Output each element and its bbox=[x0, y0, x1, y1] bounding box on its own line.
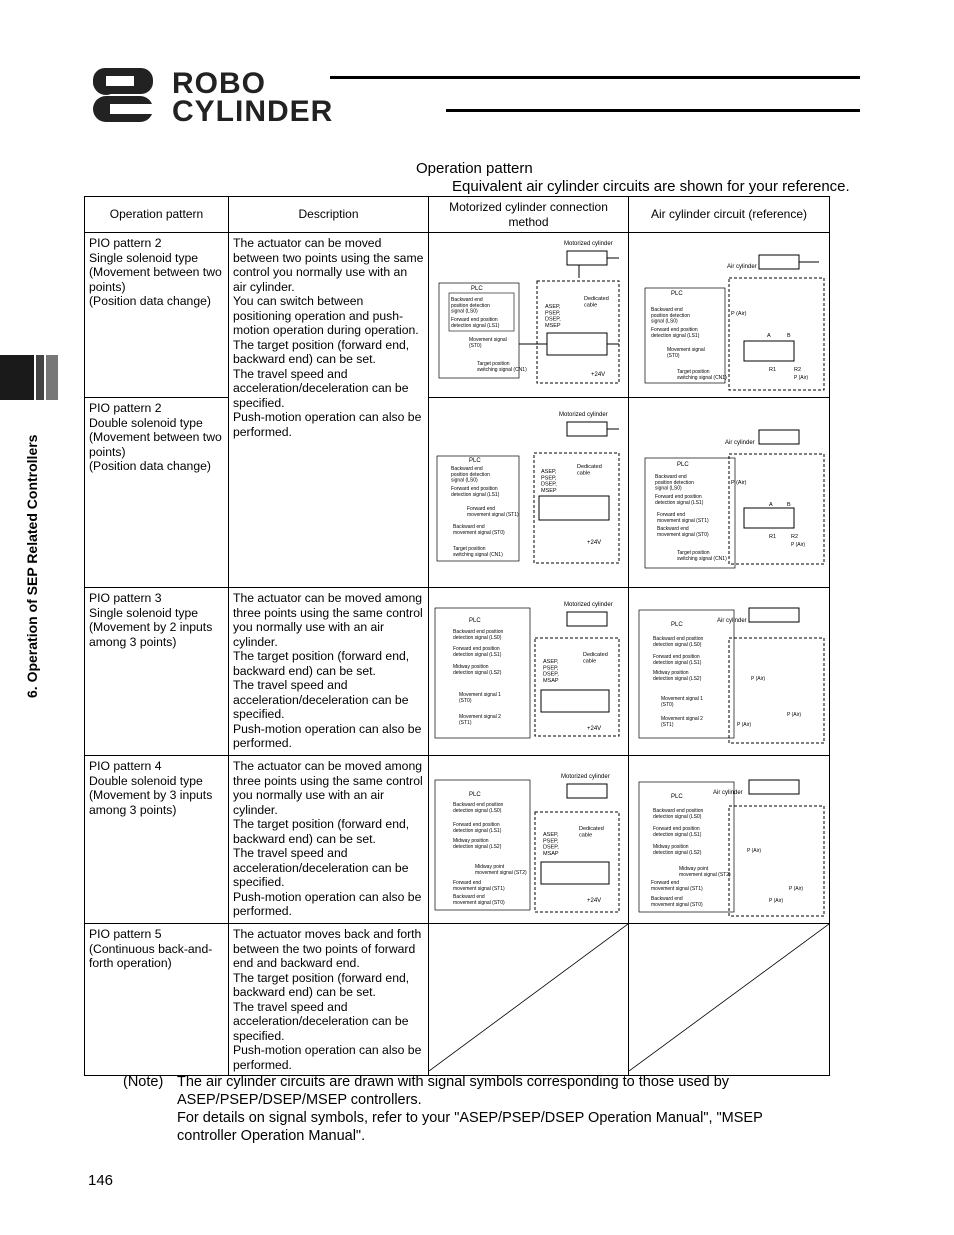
air-circuit-diagram bbox=[629, 588, 829, 755]
svg-text:PLC: PLC bbox=[469, 618, 481, 624]
svg-text:Backward endmovement signal (S: Backward end movement signal (ST0) bbox=[651, 896, 703, 908]
note-line-4: controller Operation Manual". bbox=[177, 1128, 366, 1144]
logo-cylinder: CYLINDER bbox=[172, 95, 334, 124]
svg-text:P (Air): P (Air) bbox=[787, 712, 802, 718]
p-air-label: P (Air) bbox=[731, 311, 747, 317]
svg-text:Forward end positiondetection: Forward end position detection signal (LS1) bbox=[653, 654, 702, 666]
description-cell: The actuator can be moved among three points using the same control you normally use with an air cylinder. The target position (forward end, backward end) can be set. The travel speed and acceleration/deceleration can be specified. Push-motion operation can also be performed. bbox=[229, 588, 429, 756]
logo-robo: ROBO bbox=[172, 68, 266, 100]
side-tab-marker bbox=[0, 355, 58, 400]
header-rule-top bbox=[330, 76, 860, 79]
svg-text:Backward end positiondetection: Backward end position detection signal (LS0) bbox=[653, 636, 704, 648]
description-cell: The actuator can be moved among three points using the same control you normally use with an air cylinder. The target position (forward end, backward end) can be set. The travel speed and acceleration/deceleration can be specified. Push-motion operation can also be performed. bbox=[229, 756, 429, 924]
svg-text:+24V: +24V bbox=[587, 540, 602, 546]
svg-text:Backward endposition detection: Backward end position detection signal (LS0) bbox=[655, 474, 694, 492]
table-row bbox=[85, 924, 830, 1076]
pattern-cell: PIO pattern 5 (Continuous back-and-forth operation) bbox=[85, 924, 229, 1076]
svg-text:PLC: PLC bbox=[469, 792, 481, 798]
svg-text:ASEP,PSEP,DSEP,MSAP: ASEP, PSEP, DSEP, MSAP bbox=[543, 832, 559, 857]
svg-text:P (Air): P (Air) bbox=[731, 480, 747, 486]
side-tab-label bbox=[22, 410, 42, 700]
note-label: (Note) bbox=[123, 1074, 164, 1090]
svg-text:Movement signal 1(ST0): Movement signal 1 (ST0) bbox=[661, 696, 703, 708]
svg-text:Forward endmovement signal (ST: Forward end movement signal (ST1) bbox=[657, 512, 709, 524]
table-row bbox=[85, 398, 830, 588]
svg-text:P (Air): P (Air) bbox=[794, 375, 809, 381]
pattern-cell: PIO pattern 2 Double solenoid type (Movement between two points) (Position data change) bbox=[85, 398, 229, 588]
connection-diagram bbox=[429, 398, 628, 587]
air-circuit-diagram bbox=[629, 398, 829, 587]
svg-text:Backward endposition detection: Backward end position detection signal (LS0) bbox=[451, 466, 490, 484]
table-row bbox=[85, 588, 830, 756]
svg-text:Forward endmovement signal (ST: Forward end movement signal (ST1) bbox=[467, 506, 519, 518]
empty-cell-diagonal bbox=[429, 924, 629, 1076]
connection-diagram-cell bbox=[429, 233, 629, 398]
svg-text:Midway positiondetection signa: Midway position detection signal (LS2) bbox=[653, 670, 702, 682]
svg-text:Air cylinder: Air cylinder bbox=[725, 440, 755, 446]
svg-text:Backward end positiondetection: Backward end position detection signal (LS0) bbox=[453, 802, 504, 814]
svg-text:Target positionswitching signa: Target position switching signal (CN1) bbox=[453, 546, 503, 558]
description-cell: The actuator moves back and forth between the two points of forward end and backward end. The target position (forward end, backward end) can be set. The travel speed and acceleration/deceleration can be specified. Push-motion operation can also be performed. bbox=[229, 924, 429, 1076]
connection-diagram bbox=[429, 233, 628, 397]
svg-text:A: A bbox=[767, 333, 771, 339]
svg-text:+24V: +24V bbox=[587, 726, 602, 732]
signal-st0: Movement signal (ST0) bbox=[469, 337, 507, 349]
signal-cn1: Target position switching signal (CN1) bbox=[477, 361, 527, 373]
signal-ls1: Forward end position detection signal (LS1) bbox=[451, 317, 500, 329]
col-header-description: Description bbox=[229, 197, 429, 233]
air-circuit-diagram-cell bbox=[629, 233, 830, 398]
svg-text:Movement signal 2(ST1): Movement signal 2 (ST1) bbox=[459, 714, 501, 726]
svg-text:P (Air): P (Air) bbox=[791, 542, 806, 548]
signal-ls1: Forward end position detection signal (LS1) bbox=[651, 327, 700, 339]
svg-text:B: B bbox=[787, 502, 791, 508]
svg-text:P (Air): P (Air) bbox=[737, 722, 752, 728]
operation-pattern-table bbox=[84, 196, 830, 1076]
svg-text:Air cylinder: Air cylinder bbox=[713, 790, 743, 796]
air-circuit-diagram bbox=[629, 233, 829, 397]
svg-text:Midway positiondetection signa: Midway position detection signal (LS2) bbox=[453, 664, 502, 676]
connection-diagram bbox=[429, 756, 628, 923]
col-header-air-circuit: Air cylinder circuit (reference) bbox=[629, 197, 830, 233]
svg-text:PLC: PLC bbox=[671, 622, 683, 628]
svg-text:ASEP,PSEP,DSEP,MSEP: ASEP, PSEP, DSEP, MSEP bbox=[541, 469, 557, 494]
cable-label: Dedicated cable bbox=[584, 296, 609, 309]
svg-text:Motorized cylinder: Motorized cylinder bbox=[559, 412, 608, 418]
svg-text:Forward end positiondetection: Forward end position detection signal (LS1) bbox=[653, 826, 702, 838]
svg-text:PLC: PLC bbox=[671, 794, 683, 800]
svg-text:Target positionswitching signa: Target position switching signal (CN1) bbox=[677, 550, 727, 562]
header-rule-bottom bbox=[446, 109, 860, 112]
svg-text:P (Air): P (Air) bbox=[747, 848, 762, 854]
svg-text:P (Air): P (Air) bbox=[751, 676, 766, 682]
pattern-cell: PIO pattern 3 Single solenoid type (Movement by 2 inputs among 3 points) bbox=[85, 588, 229, 756]
svg-text:Air cylinder: Air cylinder bbox=[717, 618, 747, 624]
col-header-connection: Motorized cylinder connection method bbox=[429, 197, 629, 233]
svg-text:Movement signal 1(ST0): Movement signal 1 (ST0) bbox=[459, 692, 501, 704]
svg-text:P (Air): P (Air) bbox=[769, 898, 784, 904]
svg-text:Midway positiondetection signa: Midway position detection signal (LS2) bbox=[453, 838, 502, 850]
air-cylinder-label: Air cylinder bbox=[727, 264, 757, 270]
svg-text:Backward endmovement signal (S: Backward end movement signal (ST0) bbox=[453, 524, 505, 536]
svg-text:+24V: +24V bbox=[587, 898, 602, 904]
svg-text:PLC: PLC bbox=[677, 462, 689, 468]
svg-text:6. Operation of SEP Related Co: 6. Operation of SEP Related Controllers bbox=[24, 434, 40, 698]
svg-text:Backward end positiondetection: Backward end position detection signal (LS0) bbox=[653, 808, 704, 820]
svg-text:R1: R1 bbox=[769, 534, 777, 540]
air-circuit-diagram-cell bbox=[629, 398, 830, 588]
svg-text:Motorized cylinder: Motorized cylinder bbox=[564, 602, 613, 608]
page-number: 146 bbox=[88, 1172, 114, 1189]
v24-label: +24V bbox=[591, 372, 606, 378]
svg-text:Dedicatedcable: Dedicated cable bbox=[583, 652, 608, 665]
svg-text:R1: R1 bbox=[769, 367, 777, 373]
connection-diagram-cell bbox=[429, 756, 629, 924]
svg-text:Backward end positiondetection: Backward end position detection signal (LS0) bbox=[453, 629, 504, 641]
air-circuit-diagram-cell bbox=[629, 588, 830, 756]
pattern-cell: PIO pattern 2 Single solenoid type (Movement between two points) (Position data change) bbox=[85, 233, 229, 398]
svg-text:Motorized cylinder: Motorized cylinder bbox=[561, 774, 610, 780]
controller-label: ASEP, PSEP, DSEP, MSEP bbox=[545, 304, 561, 329]
signal-cn1: Target position switching signal (CN1) bbox=[677, 369, 727, 381]
svg-text:Forward end positiondetection: Forward end position detection signal (LS1) bbox=[453, 646, 502, 658]
motorized-cylinder-label: Motorized cylinder bbox=[564, 241, 613, 247]
signal-st0: Movement signal (ST0) bbox=[667, 347, 705, 359]
svg-text:PLC: PLC bbox=[469, 458, 481, 464]
svg-text:B: B bbox=[787, 333, 791, 339]
note-line-1: The air cylinder circuits are drawn with signal symbols corresponding to those used by bbox=[177, 1074, 730, 1090]
section-subtitle: Equivalent air cylinder circuits are shown for your reference. bbox=[452, 178, 850, 195]
description-cell: The actuator can be moved between two points using the same control you normally use with an air cylinder. You can switch between positioning operation and push-motion operation during operation. The target position (forward end, backward end) can be set. The travel speed and acceleration/deceleration can be specified. Push-motion operation can also be performed. bbox=[229, 233, 429, 588]
signal-ls0: Backward end position detection signal (LS0) bbox=[451, 297, 490, 315]
empty-cell-diagonal bbox=[629, 924, 830, 1076]
svg-text:Backward endmovement signal (S: Backward end movement signal (ST0) bbox=[657, 526, 709, 538]
svg-text:Midway pointmovement signal (S: Midway point movement signal (ST2) bbox=[475, 864, 527, 876]
svg-text:Forward end positiondetection: Forward end position detection signal (LS1) bbox=[655, 494, 704, 506]
svg-text:Forward endmovement signal (ST: Forward end movement signal (ST1) bbox=[651, 880, 703, 892]
svg-text:Midway positiondetection signa: Midway position detection signal (LS2) bbox=[653, 844, 702, 856]
connection-diagram-cell bbox=[429, 588, 629, 756]
note-line-3: For details on signal symbols, refer to your "ASEP/PSEP/DSEP Operation Manual", "MSEP bbox=[177, 1110, 763, 1126]
svg-text:ASEP,PSEP,DSEP,MSAP: ASEP, PSEP, DSEP, MSAP bbox=[543, 659, 559, 684]
svg-text:Dedicatedcable: Dedicated cable bbox=[577, 464, 602, 477]
connection-diagram bbox=[429, 588, 628, 755]
plc-label: PLC bbox=[671, 291, 683, 297]
connection-diagram-cell bbox=[429, 398, 629, 588]
svg-text:Dedicatedcable: Dedicated cable bbox=[579, 826, 604, 839]
svg-text:Backward endmovement signal (S: Backward end movement signal (ST0) bbox=[453, 894, 505, 906]
svg-text:P (Air): P (Air) bbox=[789, 886, 804, 892]
air-circuit-diagram bbox=[629, 756, 829, 923]
svg-text:Forward endmovement signal (ST: Forward end movement signal (ST1) bbox=[453, 880, 505, 892]
svg-text:R2: R2 bbox=[794, 367, 802, 373]
svg-text:Midway pointmovement signal (S: Midway point movement signal (ST2) bbox=[679, 866, 731, 878]
table-header-row bbox=[85, 197, 830, 233]
air-circuit-diagram-cell bbox=[629, 756, 830, 924]
table-row bbox=[85, 756, 830, 924]
svg-text:Forward end positiondetection: Forward end position detection signal (LS1) bbox=[451, 486, 500, 498]
note-line-2: ASEP/PSEP/DSEP/MSEP controllers. bbox=[177, 1092, 422, 1108]
svg-text:R2: R2 bbox=[791, 534, 799, 540]
signal-ls0: Backward end position detection signal (LS0) bbox=[651, 307, 690, 325]
svg-text:A: A bbox=[769, 502, 773, 508]
svg-text:Movement signal 2(ST1): Movement signal 2 (ST1) bbox=[661, 716, 703, 728]
svg-text:Forward end positiondetection: Forward end position detection signal (LS1) bbox=[453, 822, 502, 834]
plc-label: PLC bbox=[471, 286, 483, 292]
table-row bbox=[85, 233, 830, 398]
col-header-pattern: Operation pattern bbox=[85, 197, 229, 233]
section-title: Operation pattern bbox=[416, 160, 533, 177]
pattern-cell: PIO pattern 4 Double solenoid type (Movement by 3 inputs among 3 points) bbox=[85, 756, 229, 924]
